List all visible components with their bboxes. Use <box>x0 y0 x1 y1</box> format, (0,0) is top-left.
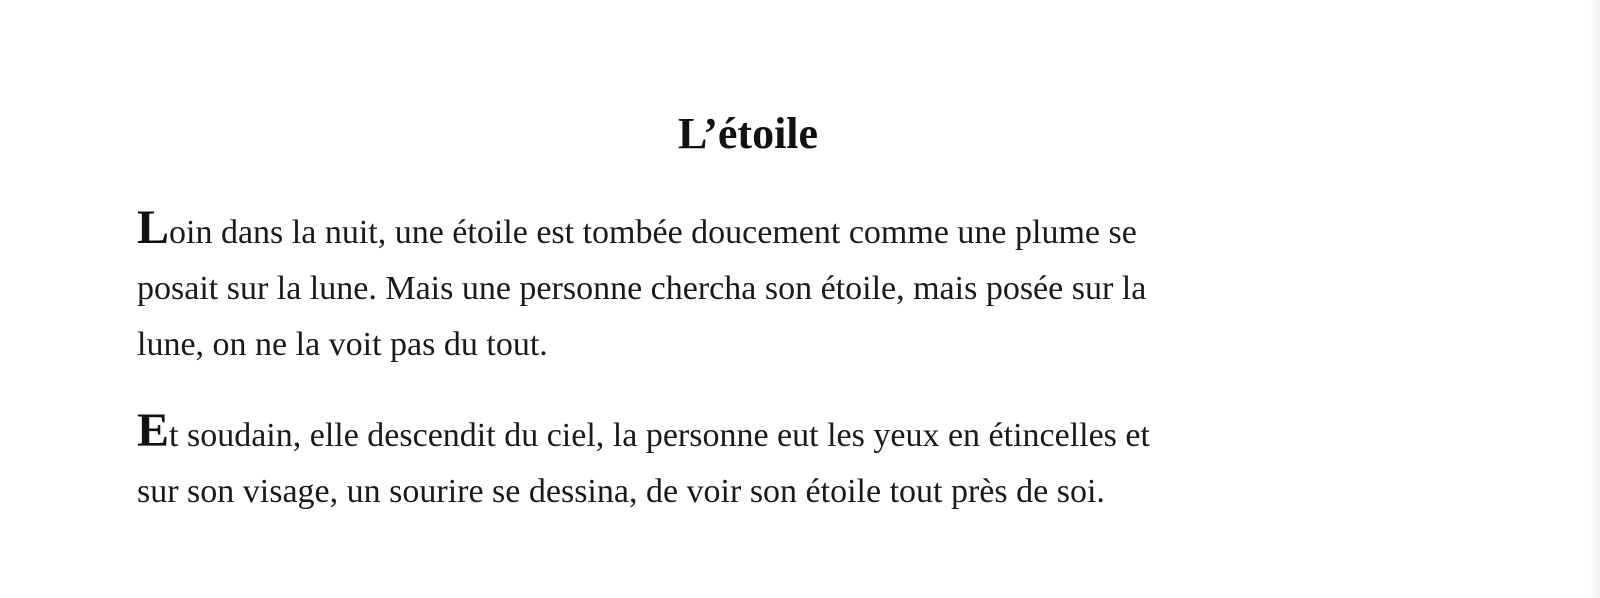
paragraph-2-text: t soudain, elle descendit du ciel, la personne eut les yeux en étincelles et sur son visage, un sourire se dessina, de voir son étoile tout près de soi. <box>137 417 1150 510</box>
paragraph-1-initial: L <box>137 201 170 254</box>
paragraph-1 <box>137 201 1367 373</box>
page-edge-shadow <box>1590 0 1600 598</box>
paragraph-2 <box>137 404 1367 520</box>
paragraph-2-initial: E <box>137 404 170 457</box>
paragraph-1-text: oin dans la nuit, une étoile est tombée doucement comme une plume se posait sur la lune. Mais une personne chercha son étoile, mais posée sur la lune, on ne la voit pas du tout. <box>137 214 1147 363</box>
document-title: L’étoile <box>677 109 819 158</box>
